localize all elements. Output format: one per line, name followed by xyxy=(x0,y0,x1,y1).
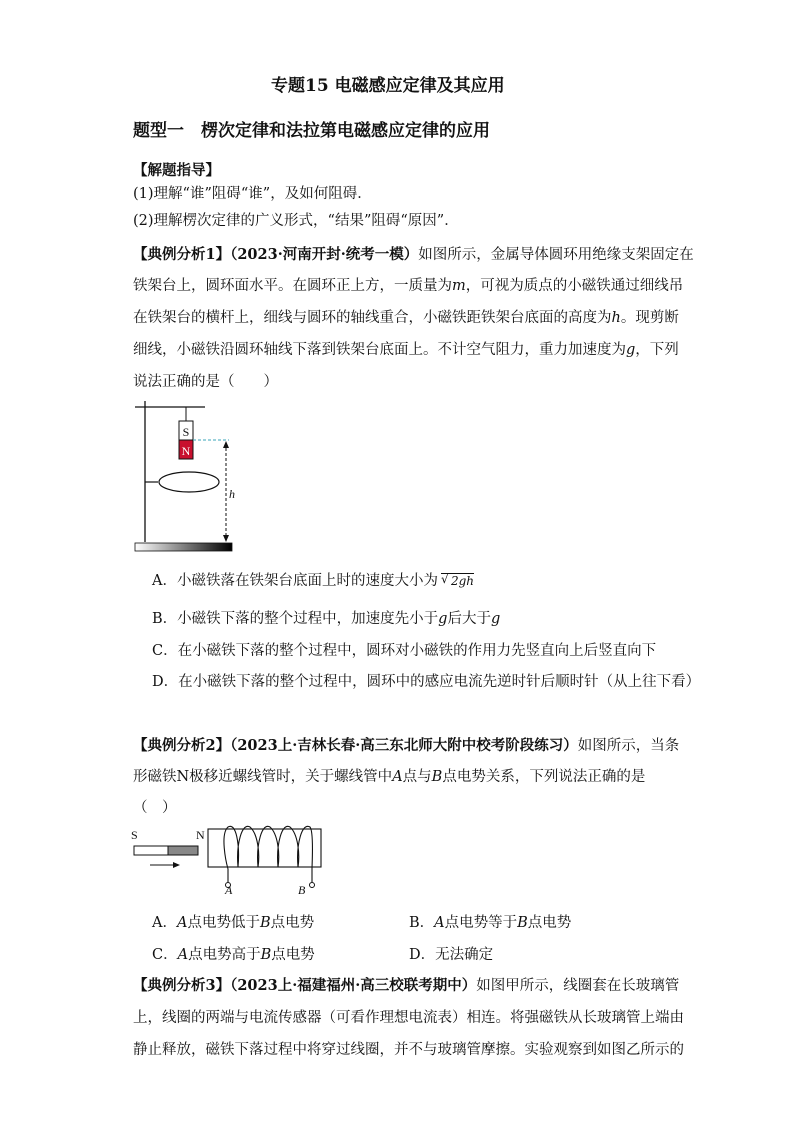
bar-magnet-s-pole xyxy=(134,846,168,855)
guide-heading: 【解题指导】 xyxy=(133,162,220,179)
bar-magnet-n-label: N xyxy=(196,828,205,842)
example-1-text-7: ，下列 xyxy=(635,342,679,358)
e2-option-c-prefix: C． xyxy=(152,947,178,963)
stand-base xyxy=(135,543,232,551)
example-1-option-c: C．在小磁铁下落的整个过程中，圆环对小磁铁的作用力先竖直向上后竖直向下 xyxy=(152,643,657,659)
terminal-a-label: A xyxy=(225,883,233,894)
option-b-var-g-2: g xyxy=(490,611,501,627)
e2-option-c-var-1: A xyxy=(177,947,189,963)
example-2-line-3: （ ） xyxy=(133,800,177,816)
example-1-text-6: 细线，小磁铁沿圆环轴线下落到铁架台底面上。不计空气阻力，重力加速度为 xyxy=(133,342,626,358)
example-2-line-2 xyxy=(133,765,645,786)
magnet-s-label: S xyxy=(182,425,190,439)
metal-ring xyxy=(159,472,219,492)
example-1-line-3 xyxy=(133,306,679,327)
var-h: h xyxy=(611,310,621,326)
example-1-line-4 xyxy=(133,338,679,359)
example-1-tag: 【典例分析1】（2023·河南开封·统考一模） xyxy=(133,246,419,263)
e2-option-b-var-1: A xyxy=(434,915,445,931)
example-1-option-b xyxy=(152,607,500,628)
example-1-text-4: 在铁架台的横杆上，细线与圆环的轴线重合，小磁铁距铁架台底面的高度为 xyxy=(133,310,612,326)
height-arrow-top xyxy=(223,441,229,448)
option-a-text: A．小磁铁落在铁架台底面上时的速度大小为 xyxy=(152,573,438,589)
guide-item-2: (2)理解楞次定律的广义形式，“结果”阻碍“原因”． xyxy=(133,213,459,229)
option-b-var-g-1: g xyxy=(438,611,448,627)
example-2-var-a: A xyxy=(392,769,403,785)
e2-option-a-var-1: A xyxy=(176,915,188,931)
example-2-option-c xyxy=(152,943,315,964)
bar-magnet-s-label: S xyxy=(131,828,138,842)
guide-item-1: (1)理解“谁”阻碍“谁”，及如何阻碍． xyxy=(133,186,372,202)
example-3-line-3: 静止释放，磁铁下落过程中将穿过线圈，并不与玻璃管摩擦。实验观察到如图乙所示的 xyxy=(133,1042,684,1058)
magnet-n-label: N xyxy=(181,444,191,458)
option-b-text-2: 后大于 xyxy=(447,611,491,627)
example-3-line-1 xyxy=(133,974,679,995)
example-2-tag: 【典例分析2】（2023上·吉林长春·高三东北师大附中校考阶段练习） xyxy=(133,737,578,754)
example-2-option-a xyxy=(152,911,314,932)
example-1-text-5: 。现剪断 xyxy=(620,310,679,326)
motion-arrow-head xyxy=(173,862,180,868)
terminal-b xyxy=(310,883,315,888)
example-2-option-b xyxy=(409,911,571,932)
e2-option-b-var-2: B xyxy=(517,915,528,931)
document-title: 专题15 电磁感应定律及其应用 xyxy=(271,76,505,96)
example-1-text-1: 如图所示，金属导体圆环用绝缘支架固定在 xyxy=(418,247,694,263)
var-m: m xyxy=(452,278,466,294)
var-g: g xyxy=(626,342,636,358)
example-1-line-1 xyxy=(133,243,694,264)
example-2-text-3: 点与 xyxy=(402,769,432,785)
figure-magnet-ring xyxy=(130,397,240,555)
example-3-tag: 【典例分析3】（2023上·福建福州·高三校联考期中） xyxy=(133,977,477,994)
example-2-var-b: B xyxy=(431,769,443,785)
example-3-line-2: 上，线圈的两端与电流传感器（可看作理想电流表）相连。将强磁铁从长玻璃管上端由 xyxy=(133,1010,684,1026)
e2-option-a-var-2: B xyxy=(259,915,271,931)
e2-option-c-end: 点电势 xyxy=(271,947,315,963)
example-1-line-2 xyxy=(133,274,683,295)
example-2-option-d: D．无法确定 xyxy=(409,947,494,963)
example-2-text-4: 点电势关系，下列说法正确的是 xyxy=(442,769,646,785)
example-2-text-2: 形磁铁N极移近螺线管时，关于螺线管中 xyxy=(133,769,393,785)
example-2-text-1: 如图所示，当条 xyxy=(577,738,680,754)
height-label: h xyxy=(229,487,235,501)
formula-radicand: 2gh xyxy=(450,574,475,588)
e2-option-c-var-2: B xyxy=(260,947,272,963)
e2-option-c-mid: 点电势高于 xyxy=(188,947,261,963)
example-1-option-d: D．在小磁铁下落的整个过程中，圆环中的感应电流先逆时针后顺时针（从上往下看） xyxy=(152,674,701,690)
e2-option-a-end: 点电势 xyxy=(270,915,315,931)
e2-option-a-prefix: A． xyxy=(152,915,177,931)
example-1-text-3: ，可视为质点的小磁铁通过细线吊 xyxy=(465,278,684,294)
example-1-option-a xyxy=(152,569,474,590)
height-arrow-bottom xyxy=(223,535,229,542)
example-3-text-1: 如图甲所示，线圈套在长玻璃管 xyxy=(476,978,680,994)
e2-option-b-end: 点电势 xyxy=(527,915,572,931)
example-1-line-5: 说法正确的是（ ） xyxy=(133,374,278,390)
e2-option-b-prefix: B． xyxy=(409,915,435,931)
example-1-text-2: 铁架台上，圆环面水平。在圆环正上方，一质量为 xyxy=(133,278,452,294)
sqrt-formula: √ 2gh xyxy=(440,572,475,588)
e2-option-a-mid: 点电势低于 xyxy=(187,915,260,931)
e2-option-b-mid: 点电势等于 xyxy=(444,915,518,931)
option-b-text-1: B．小磁铁下落的整个过程中，加速度先小于 xyxy=(152,611,439,627)
terminal-b-label: B xyxy=(298,883,306,894)
section-title: 题型一 楞次定律和法拉第电磁感应定律的应用 xyxy=(133,121,490,141)
example-2-line-1 xyxy=(133,734,679,755)
bar-magnet-n-pole xyxy=(168,846,198,855)
figure-magnet-solenoid xyxy=(128,824,328,894)
